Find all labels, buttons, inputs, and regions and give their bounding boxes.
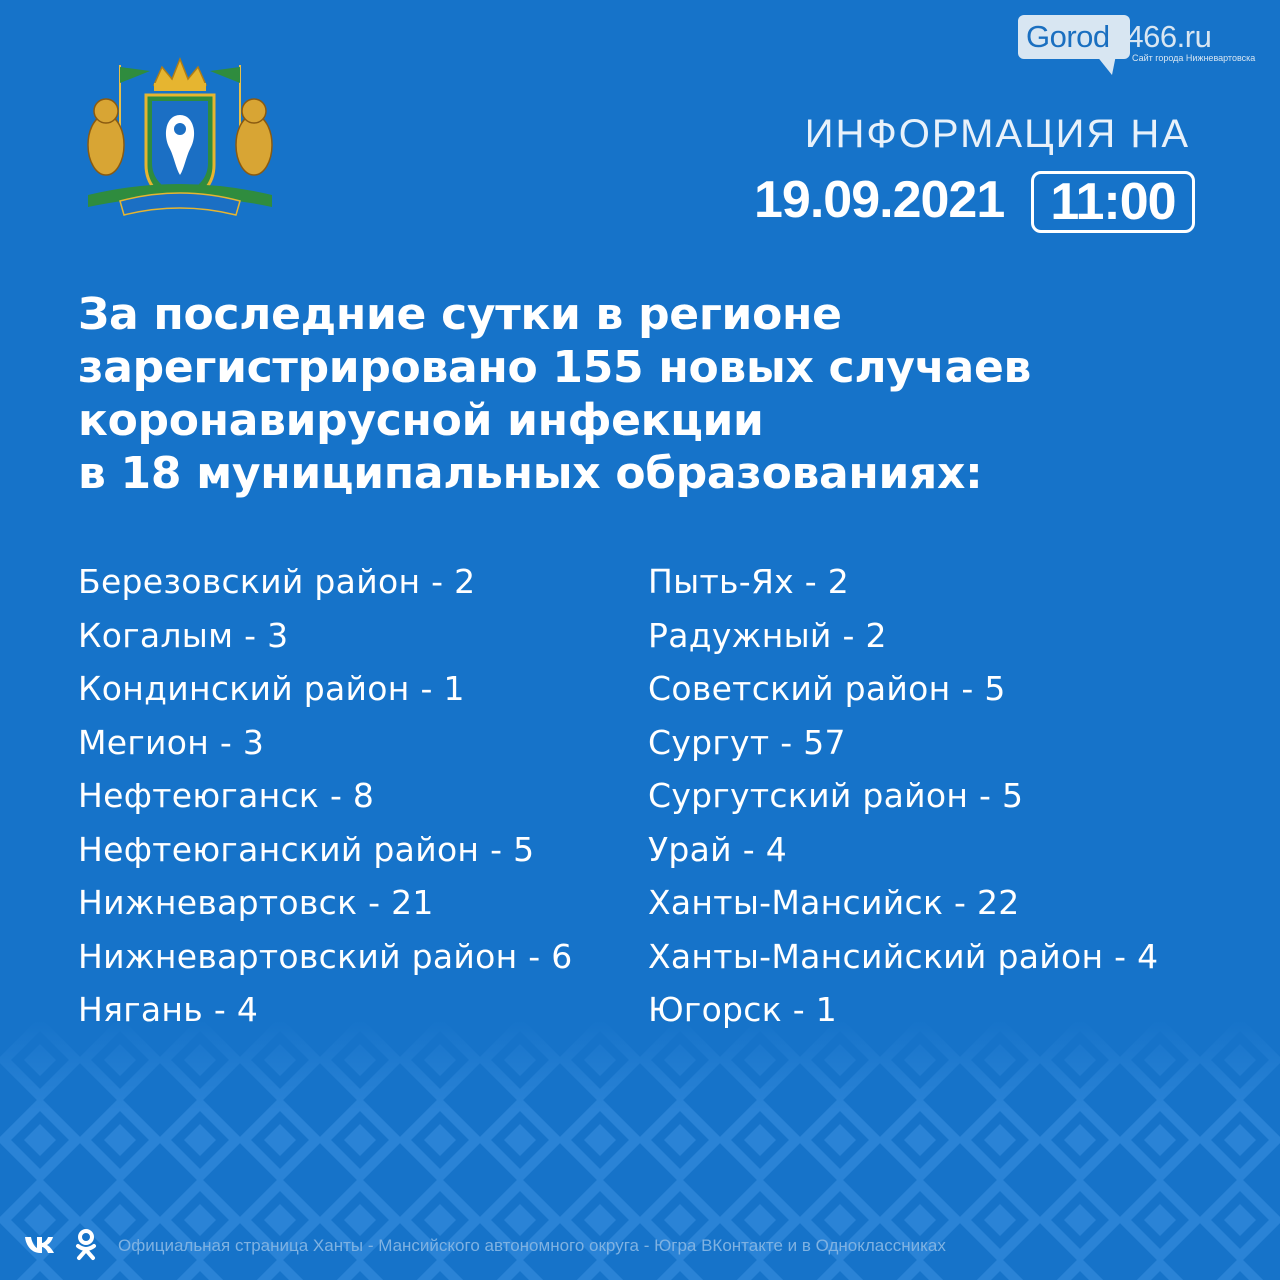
watermark-tagline: Сайт города Нижневартовска — [1132, 53, 1256, 63]
odnoklassniki-icon[interactable] — [68, 1226, 104, 1262]
headline-line: За последние сутки в регионе — [78, 289, 842, 340]
list-item: Ханты-Мансийск - 22 — [648, 883, 1020, 922]
headline-line: коронавирусной инфекции — [78, 395, 764, 446]
list-item: Советский район - 5 — [648, 669, 1006, 708]
report-date: 19.09.2021 — [754, 171, 1005, 229]
list-item: Нягань - 4 — [78, 990, 259, 1029]
list-item: Мегион - 3 — [78, 722, 265, 762]
list-item: Нижневартовский район - 6 — [78, 936, 573, 976]
footer-text: Официальная страница Ханты - Мансийского автономного округа - Югра ВКонтакте и в Одноклассниках — [118, 1236, 946, 1255]
watermark-brand — [1026, 19, 1211, 55]
list-item: Нефтеюганский район - 5 — [78, 829, 535, 869]
list-item: Радужный - 2 — [648, 615, 887, 655]
headline-line: в 18 муниципальных образованиях: — [78, 448, 983, 499]
headline-line: зарегистрировано 155 новых случаев — [78, 342, 1032, 393]
headline — [78, 288, 1208, 500]
list-item: Когалым - 3 — [78, 615, 289, 655]
list-item: Кондинский район - 1 — [78, 669, 465, 708]
watermark-brand-b: 3466.ru — [1109, 19, 1212, 54]
list-item: Березовский район - 2 — [78, 562, 476, 601]
cases-list-left — [78, 562, 573, 1044]
list-item: Ханты-Мансийский район - 4 — [648, 936, 1159, 976]
coat-of-arms-icon — [80, 45, 280, 225]
list-item: Югорск - 1 — [648, 990, 838, 1029]
vk-icon[interactable] — [22, 1226, 58, 1262]
list-item: Нефтеюганск - 8 — [78, 776, 375, 815]
list-item: Нижневартовск - 21 — [78, 883, 434, 922]
watermark-brand-a: Gorod — [1026, 19, 1110, 54]
watermark-bubble-tail — [1096, 55, 1116, 75]
list-item: Урай - 4 — [648, 829, 788, 869]
footer — [22, 1222, 1262, 1266]
list-item: Сургутский район - 5 — [648, 776, 1024, 815]
info-label: ИНФОРМАЦИЯ НА — [804, 112, 1190, 156]
cases-list-right — [648, 562, 1158, 1044]
report-time: 11:00 — [1031, 171, 1195, 233]
list-item: Пыть-Ях - 2 — [648, 562, 850, 601]
list-item: Сургут - 57 — [648, 722, 846, 762]
site-watermark — [1018, 15, 1268, 85]
